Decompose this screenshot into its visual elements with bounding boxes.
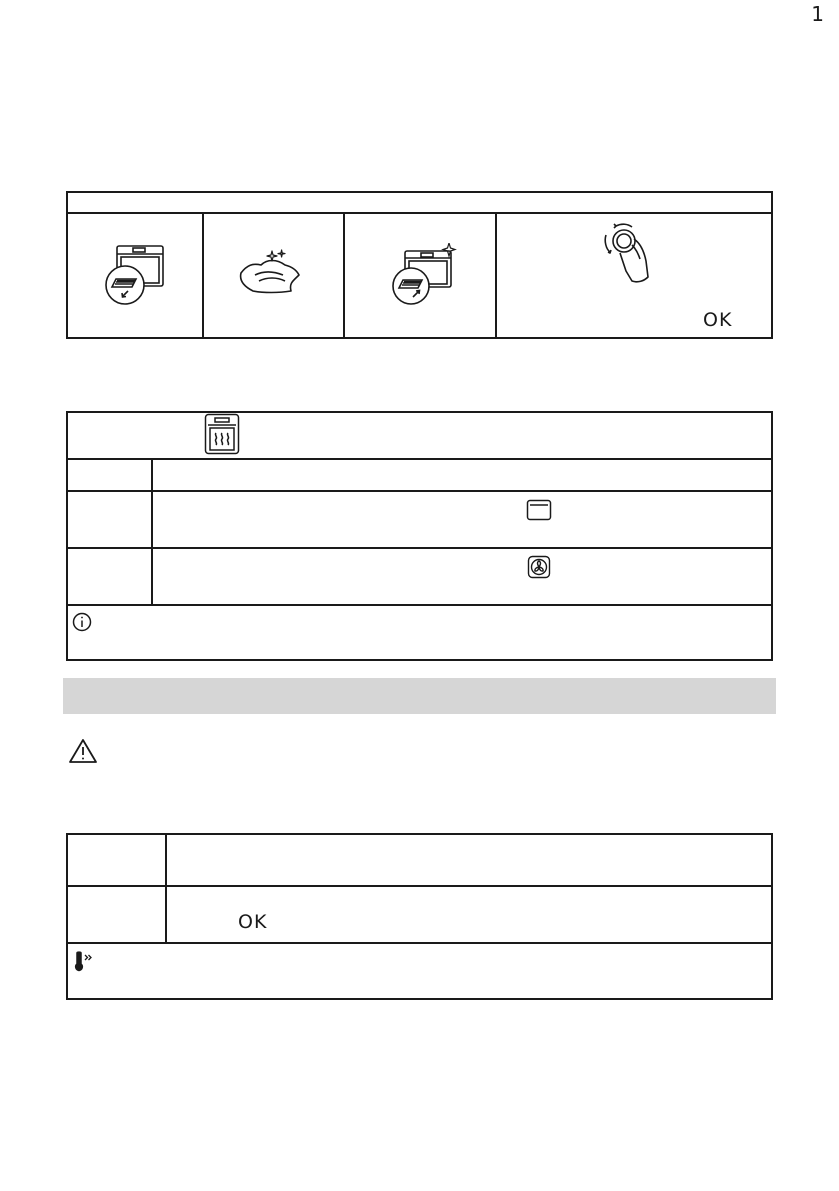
column-divider xyxy=(165,835,167,942)
oven-remove-tray-icon xyxy=(103,243,167,305)
table-row-divider xyxy=(68,942,771,944)
oven-steam-function-icon xyxy=(204,413,240,455)
table-row-divider xyxy=(68,458,771,460)
column-divider xyxy=(343,212,345,337)
info-icon xyxy=(72,612,92,632)
ok-button-label: OK xyxy=(238,911,268,933)
warning-icon xyxy=(68,738,98,764)
column-divider xyxy=(202,212,204,337)
table-row-divider xyxy=(68,547,771,549)
table-row-divider xyxy=(68,885,771,887)
thermometer-icon xyxy=(72,950,96,974)
oven-insert-tray-icon xyxy=(391,243,459,305)
page-number: 1 xyxy=(811,2,825,26)
section-heading-band xyxy=(63,678,776,714)
column-divider xyxy=(151,458,153,604)
hand-turning-knob-icon xyxy=(594,221,656,289)
table-row-divider xyxy=(68,490,771,492)
table-row-divider xyxy=(68,604,771,606)
settings-table xyxy=(66,411,773,661)
column-divider xyxy=(495,212,497,337)
table-header-divider xyxy=(68,212,771,214)
function-table xyxy=(66,833,773,1000)
ok-button-label: OK xyxy=(703,309,733,331)
cleaning-cloth-icon xyxy=(233,247,307,299)
oven-display-icon xyxy=(526,499,552,521)
fan-icon xyxy=(527,555,551,579)
